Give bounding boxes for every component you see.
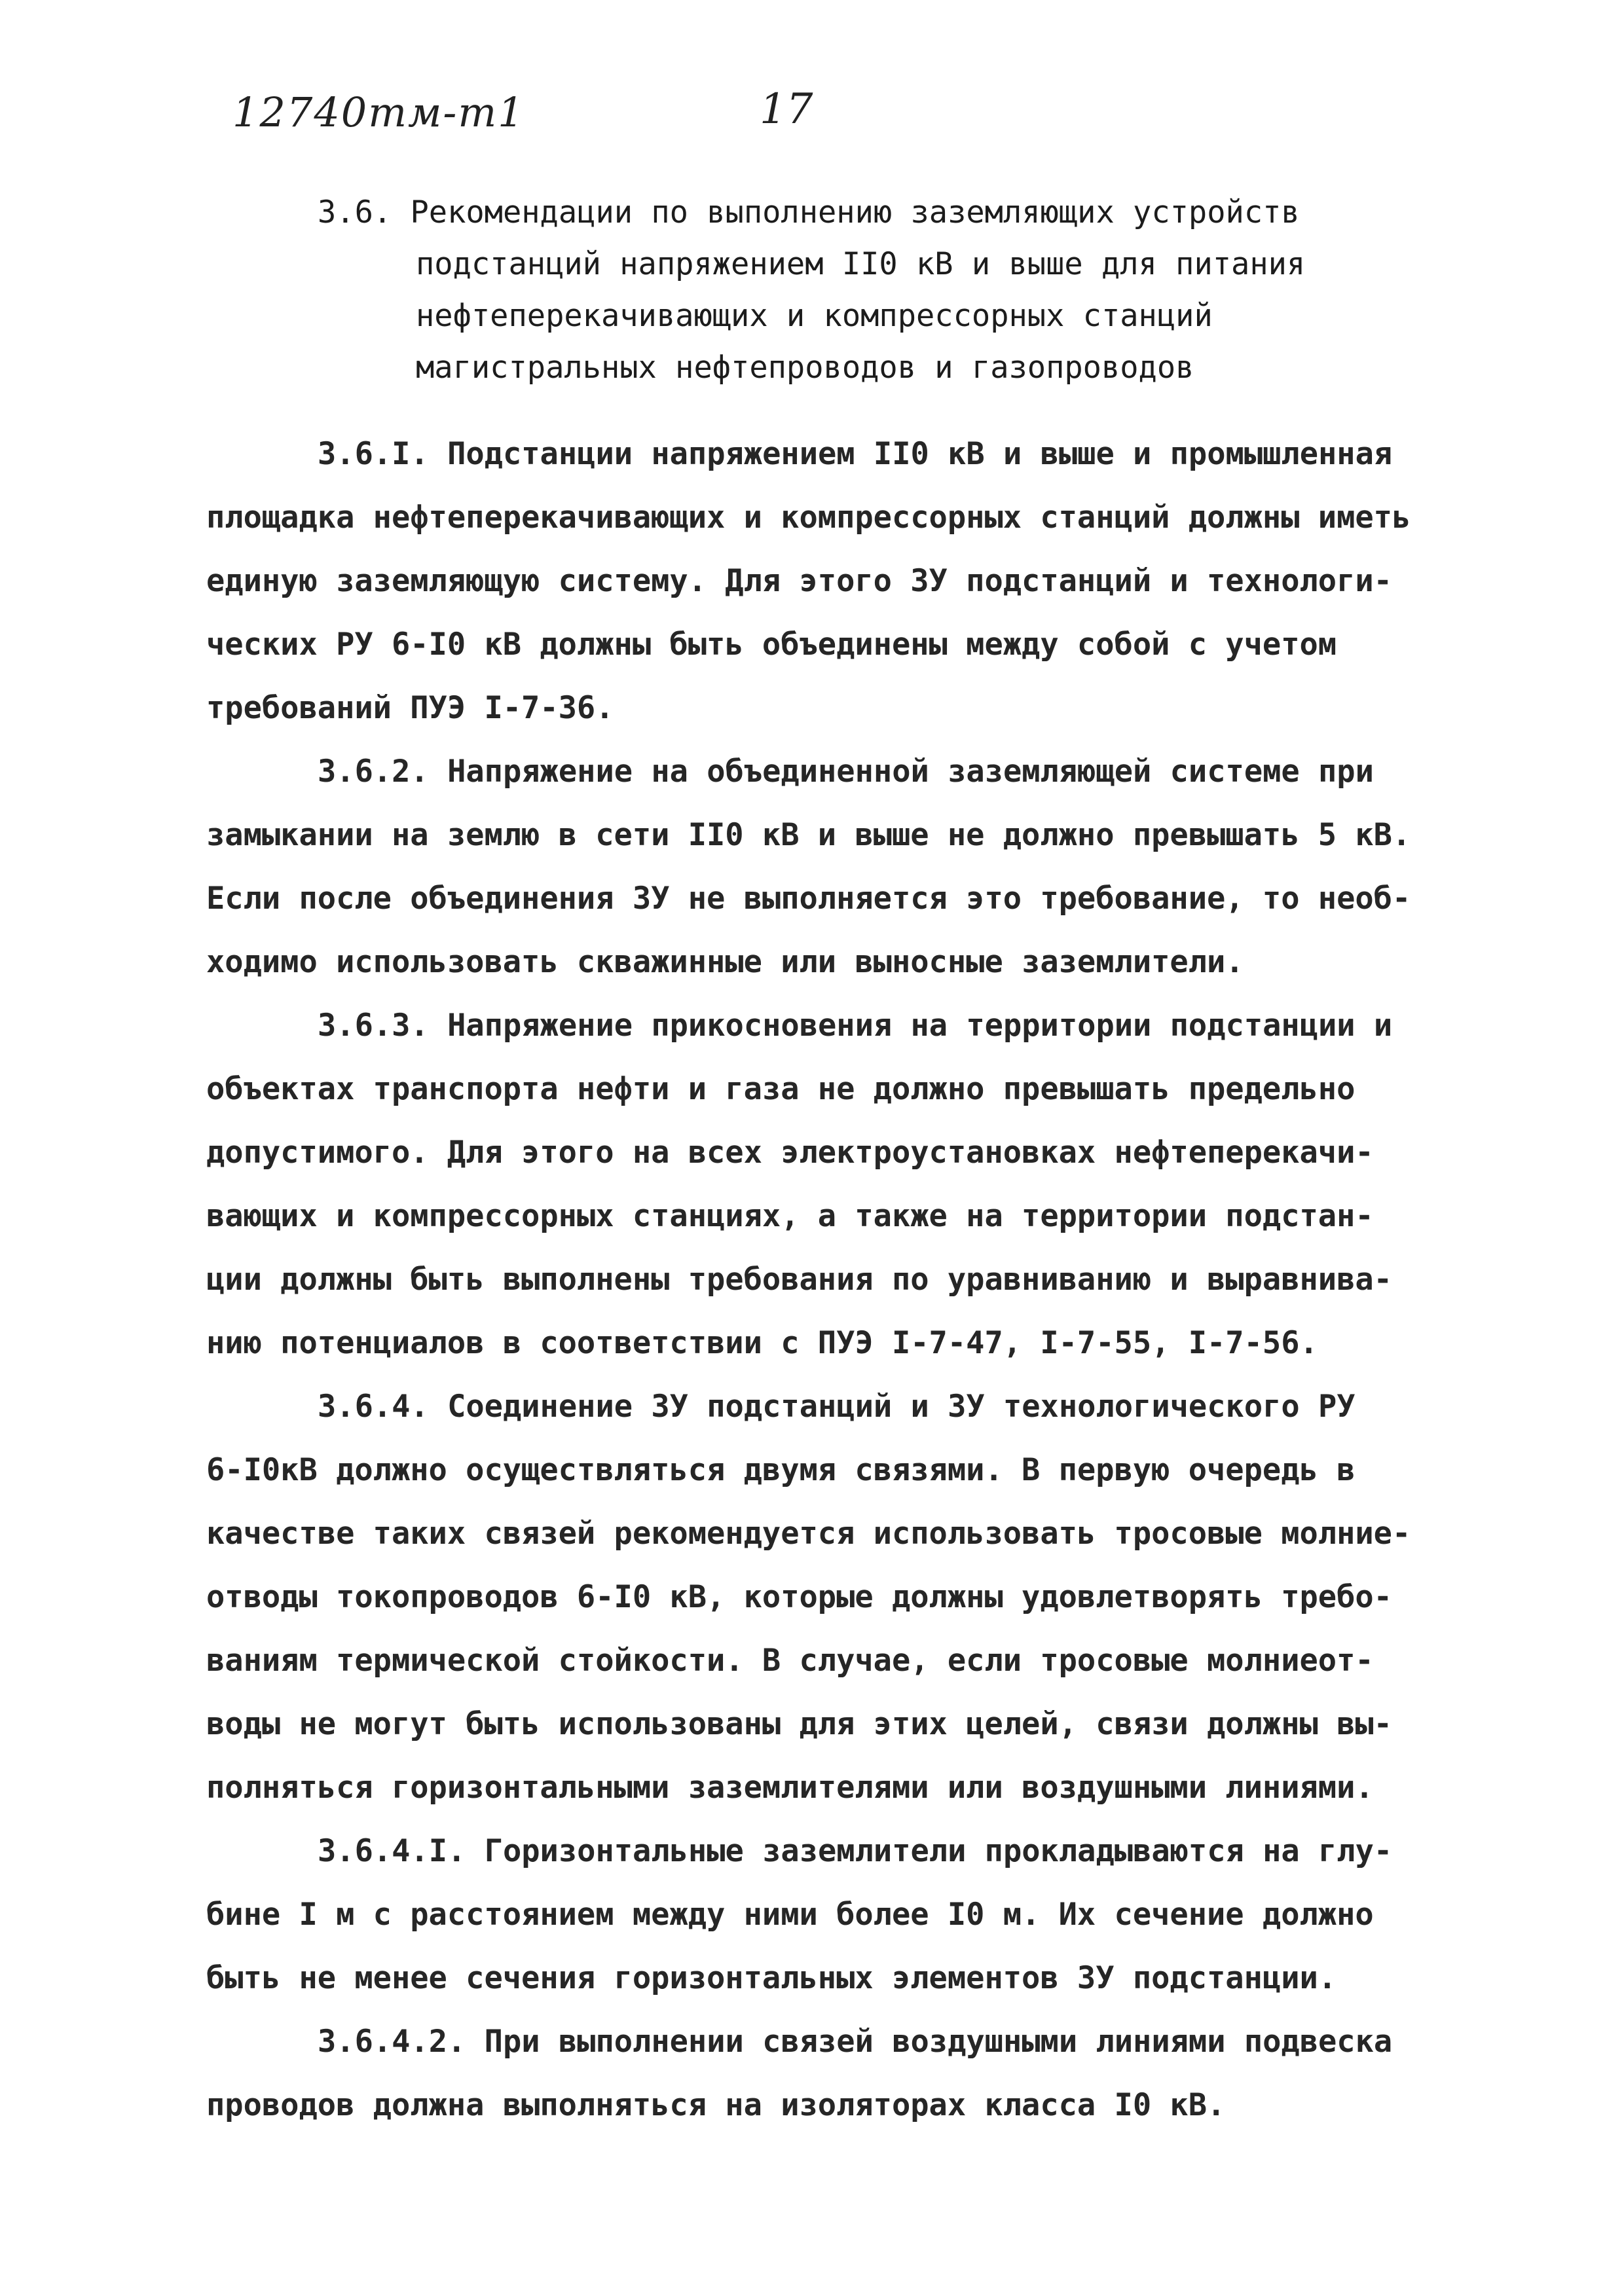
heading-line: нефтеперекачивающих и компрессорных станций <box>416 298 1213 334</box>
paragraph-line: ходимо использовать скважинные или выносные заземлители. <box>206 944 1244 980</box>
paragraph-line: ческих РУ 6-I0 кВ должны быть объединены между собой с учетом <box>206 627 1337 663</box>
paragraph-line: 3.6.4.2. При выполнении связей воздушными линиями подвеска <box>318 2024 1393 2060</box>
paragraph-line: площадка нефтеперекачивающих и компрессорных станций должны иметь <box>206 500 1411 536</box>
document-code: 12740тм-т1 <box>232 88 525 136</box>
paragraph-line: 6-I0кВ должно осуществляться двумя связями. В первую очередь в <box>206 1452 1356 1488</box>
section-heading <box>318 187 1470 393</box>
heading-line: подстанций напряжением II0 кВ и выше для питания <box>416 246 1306 282</box>
paragraph-line: 3.6.2. Напряжение на объединенной заземляющей системе при <box>318 754 1374 790</box>
paragraph-line: вающих и компрессорных станциях, а также на территории подстан- <box>206 1198 1374 1234</box>
paragraph-line: полняться горизонтальными заземлителями или воздушными линиями. <box>206 1770 1374 1806</box>
paragraph-line: замыкании на землю в сети II0 кВ и выше не должно превышать 5 кВ. <box>206 817 1411 853</box>
paragraph-line: быть не менее сечения горизонтальных элементов ЗУ подстанции. <box>206 1960 1337 1996</box>
heading-line: 3.6. Рекомендации по выполнению заземляющих устройств <box>318 194 1300 230</box>
page-number: 17 <box>760 85 813 134</box>
paragraph-line: 3.6.4.I. Горизонтальные заземлители прокладываются на глу- <box>318 1833 1393 1869</box>
paragraph-line: ваниям термической стойкости. В случае, если тросовые молниеот- <box>206 1643 1374 1679</box>
paragraph-line: отводы токопроводов 6-I0 кВ, которые должны удовлетворять требо- <box>206 1579 1392 1615</box>
paragraph-line: воды не могут быть использованы для этих целей, связи должны вы- <box>206 1706 1392 1742</box>
paragraph-line: нию потенциалов в соответствии с ПУЭ I-7-47, I-7-55, I-7-56. <box>206 1325 1318 1361</box>
paragraph-line: допустимого. Для этого на всех электроустановках нефтеперекачи- <box>206 1135 1374 1171</box>
heading-line: магистральных нефтепроводов и газопроводов <box>416 350 1194 386</box>
paragraph-line: ции должны быть выполнены требования по уравниванию и выравнива- <box>206 1262 1392 1298</box>
paragraph-line: 3.6.4. Соединение ЗУ подстанций и ЗУ технологического РУ <box>318 1389 1356 1425</box>
paragraph-line: проводов должна выполняться на изоляторах класса I0 кВ. <box>206 2087 1226 2123</box>
body-text <box>206 422 1483 2137</box>
paragraph-line: бине I м с расстоянием между ними более I0 м. Их сечение должно <box>206 1897 1374 1933</box>
paragraph-line: объектах транспорта нефти и газа не должно превышать предельно <box>206 1071 1356 1107</box>
paragraph-line: качестве таких связей рекомендуется использовать тросовые молние- <box>206 1516 1411 1552</box>
paragraph-line: единую заземляющую систему. Для этого ЗУ подстанций и технологи- <box>206 563 1392 599</box>
paragraph-line: 3.6.I. Подстанции напряжением II0 кВ и выше и промышленная <box>318 436 1393 472</box>
paragraph-line: Если после объединения ЗУ не выполняется это требование, то необ- <box>206 881 1411 917</box>
paragraph-line: требований ПУЭ I-7-36. <box>206 690 614 726</box>
paragraph-line: 3.6.3. Напряжение прикосновения на территории подстанции и <box>318 1008 1393 1044</box>
